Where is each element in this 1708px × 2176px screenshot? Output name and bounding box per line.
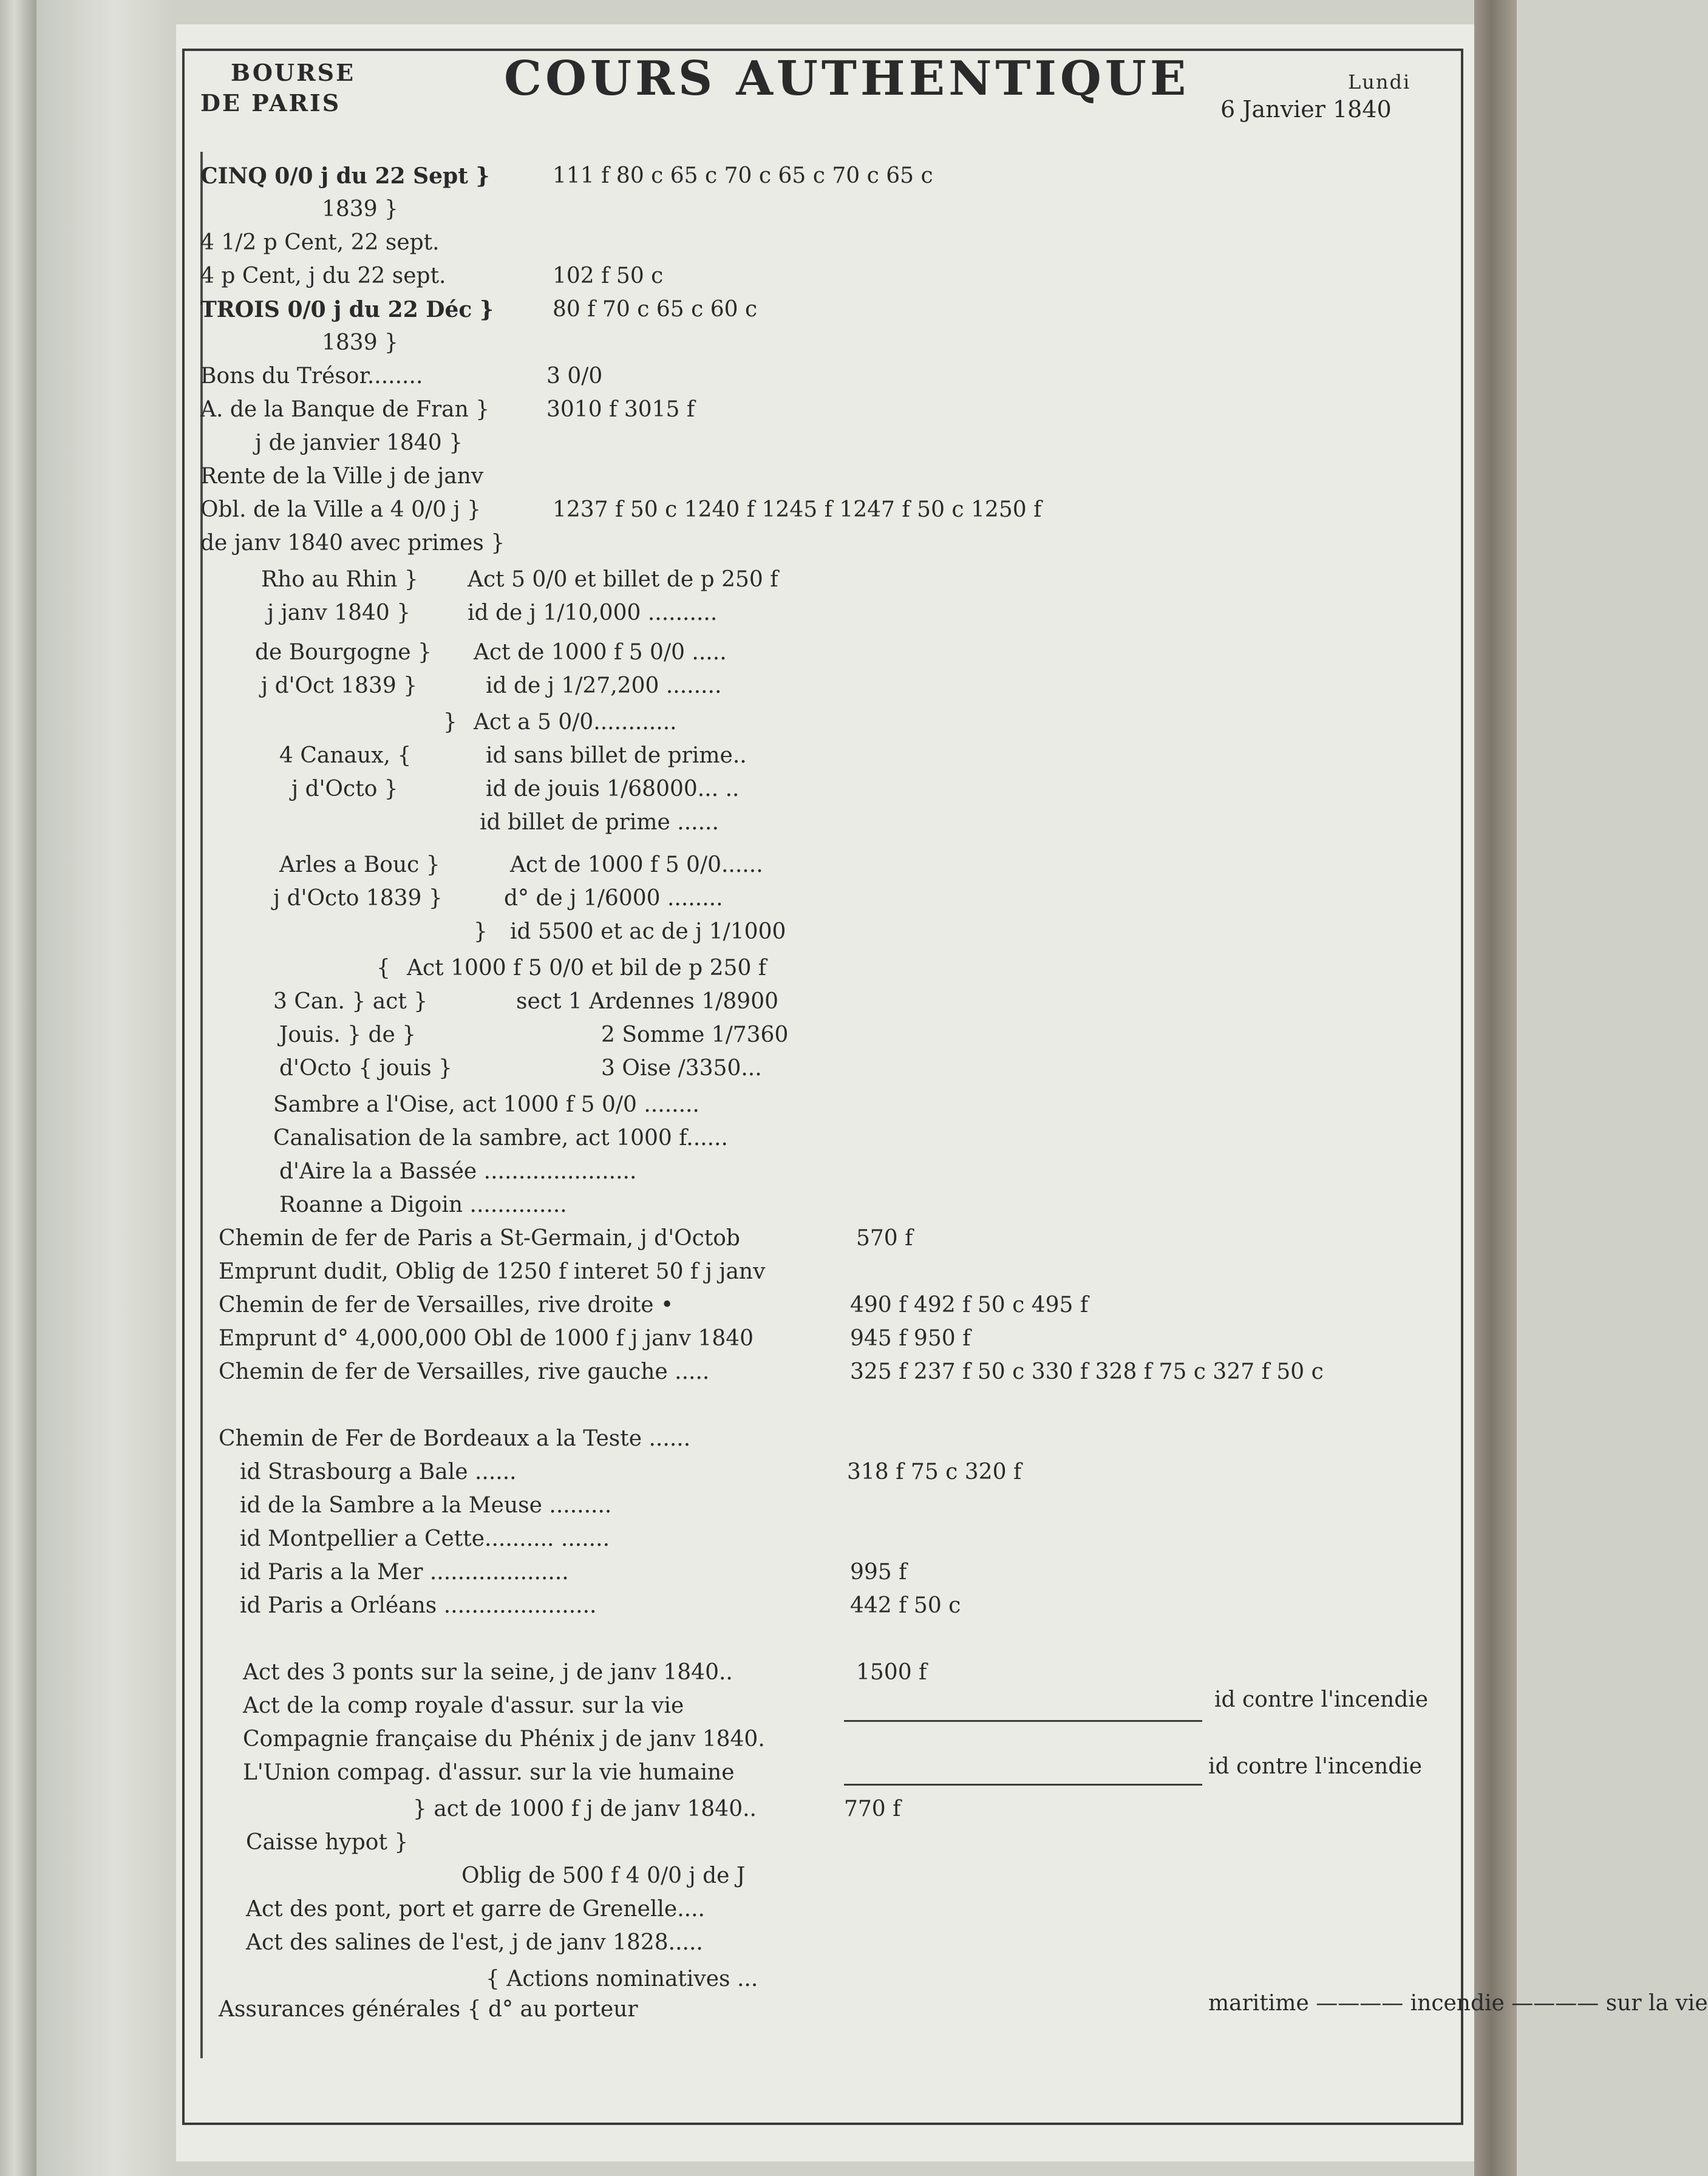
row-label-cinq-1: CINQ 0/0 j du 22 Sept }: [200, 163, 490, 189]
row-values-can3-a: Act 1000 f 5 0/0 et bil de p 250 f: [407, 956, 767, 981]
row-label-roanne: Roanne a Digoin ..............: [279, 1192, 567, 1217]
row-label-caisse-2: Caisse hypot }: [246, 1830, 409, 1855]
header-de-paris: DE PARIS: [200, 89, 341, 117]
row-label-banque-2: j de janvier 1840 }: [255, 430, 463, 455]
row-label-comp-royale: Act de la comp royale d'assur. sur la vie: [243, 1693, 684, 1718]
row-label-oblig-ville-1: Obl. de la Ville a 4 0/0 j }: [200, 497, 481, 522]
row-values-arles-1: Act de 1000 f 5 0/0......: [510, 852, 763, 877]
row-label-cinq-2: 1839 }: [322, 197, 398, 222]
row-label-arles-2: j d'Octo 1839 }: [273, 886, 443, 911]
book-left-edge: [0, 0, 36, 2176]
row-label-cf-paris-mer: id Paris a la Mer ....................: [240, 1560, 569, 1585]
row-label-emprunt-dudit: Emprunt dudit, Oblig de 1250 f interet 50 f j janv: [219, 1259, 766, 1284]
book-right-edge: [1474, 0, 1517, 2176]
row-label-sambre-oise: Sambre a l'Oise, act 1000 f 5 0/0 ........: [273, 1092, 699, 1117]
page-border: [182, 49, 1463, 2125]
row-values-cf-st-germain: 570 f: [856, 1226, 913, 1251]
row-values-can3-b: sect 1 Ardennes 1/8900: [516, 989, 778, 1014]
row-values-cf-strasbourg: 318 f 75 c 320 f: [847, 1460, 1022, 1484]
row-values-arles-3: id 5500 et ac de j 1/1000: [510, 919, 786, 944]
row-label-ponts-seine: Act des 3 ponts sur la seine, j de janv 1840..: [243, 1660, 733, 1685]
row-values-emprunt-versailles: 945 f 950 f: [850, 1326, 971, 1351]
row-label-rhin-2: j janv 1840 }: [267, 600, 411, 625]
row-values-cf-paris-orleans: 442 f 50 c: [850, 1593, 961, 1618]
row-label-quatre: 4 p Cent, j du 22 sept.: [200, 264, 446, 288]
row-label-trois-1: TROIS 0/0 j du 22 Déc }: [200, 297, 494, 322]
row-label-rhin-1: Rho au Rhin }: [261, 567, 418, 592]
row-label-salines-est: Act des salines de l'est, j de janv 1828.....: [246, 1930, 703, 1955]
row-values-cf-paris-mer: 995 f: [850, 1560, 907, 1585]
row-values-canaux-c: id de jouis 1/68000... ..: [486, 777, 740, 801]
row-label-union: L'Union compag. d'assur. sur la vie humaine: [243, 1760, 735, 1785]
row-label-quatre-demi: 4 1/2 p Cent, 22 sept.: [200, 230, 440, 255]
row-values-canaux-b: id sans billet de prime..: [486, 743, 747, 768]
row-label-bons: Bons du Trésor........: [200, 364, 423, 389]
row-values-canaux-d: id billet de prime ......: [480, 810, 719, 835]
row-values-arles-2: d° de j 1/6000 ........: [504, 886, 723, 911]
book-gutter: [36, 0, 176, 2176]
blank-rule: [844, 1784, 1202, 1786]
row-values-oblig-ville-1: 1237 f 50 c 1240 f 1245 f 1247 f 50 c 1250 f: [553, 497, 1042, 522]
row-label-cf-strasbourg: id Strasbourg a Bale ......: [240, 1460, 517, 1484]
row-label-arles-1: Arles a Bouc }: [279, 852, 440, 877]
row-values-banque-1: 3010 f 3015 f: [546, 397, 695, 422]
row-label-oblig-ville-2: de janv 1840 avec primes }: [200, 531, 505, 556]
row-values-canaux-a: Act a 5 0/0............: [474, 710, 677, 735]
row-right-union: id contre l'incendie: [1208, 1754, 1423, 1779]
row-right-comp-royale: id contre l'incendie: [1214, 1687, 1429, 1712]
row-label-cf-versailles-gauche: Chemin de fer de Versailles, rive gauche .....: [219, 1359, 710, 1384]
row-label-emprunt-versailles: Emprunt d° 4,000,000 Obl de 1000 f j janv 1840: [219, 1326, 754, 1351]
row-label-assur-gen-2: Assurances générales { d° au porteur: [219, 1997, 638, 2022]
row-label-caisse-3: Oblig de 500 f 4 0/0 j de J: [461, 1863, 746, 1888]
row-values-bourgogne-2: id de j 1/27,200 ........: [486, 673, 722, 698]
row-label-phenix: Compagnie française du Phénix j de janv 1840.: [243, 1727, 765, 1752]
row-label-canalisation: Canalisation de la sambre, act 1000 f......: [273, 1126, 728, 1151]
row-label-can3-a: {: [376, 956, 390, 981]
row-label-rente-ville: Rente de la Ville j de janv: [200, 464, 484, 489]
header-date: 6 Janvier 1840: [1220, 96, 1392, 123]
row-label-pont-grenelle: Act des pont, port et garre de Grenelle....: [246, 1897, 705, 1922]
row-values-cinq-1: 111 f 80 c 65 c 70 c 65 c 70 c 65 c: [553, 163, 933, 188]
row-label-caisse-1: } act de 1000 f j de janv 1840..: [413, 1797, 757, 1821]
row-values-quatre: 102 f 50 c: [553, 264, 664, 288]
row-right-assur-gen-2: maritime ———— incendie ———— sur la vie: [1208, 1991, 1708, 2016]
row-label-cf-paris-orleans: id Paris a Orléans ......................: [240, 1593, 597, 1618]
row-values-trois-1: 80 f 70 c 65 c 60 c: [553, 297, 758, 322]
row-values-ponts-seine: 1500 f: [856, 1660, 927, 1685]
row-label-can3-c: Jouis. } de }: [279, 1022, 417, 1047]
row-label-cf-versailles-droite: Chemin de fer de Versailles, rive droite •: [219, 1293, 674, 1318]
page-title: COURS AUTHENTIQUE: [504, 51, 1190, 106]
row-label-cf-montpellier: id Montpellier a Cette.......... .......: [240, 1526, 610, 1551]
blank-rule: [844, 1720, 1202, 1722]
row-values-can3-c: 2 Somme 1/7360: [601, 1022, 789, 1047]
header-day: Lundi: [1348, 70, 1411, 93]
row-label-bourgogne-2: j d'Oct 1839 }: [261, 673, 418, 698]
row-values-rhin-2: id de j 1/10,000 ..........: [468, 600, 718, 625]
row-values-bons: 3 0/0: [546, 364, 603, 389]
row-label-bourgogne-1: de Bourgogne }: [255, 640, 432, 665]
row-label-cf-bordeaux: Chemin de Fer de Bordeaux a la Teste ......: [219, 1426, 691, 1451]
row-label-canaux-c: j d'Octo }: [291, 777, 398, 801]
header-bourse: BOURSE: [231, 59, 356, 86]
row-label-cf-st-germain: Chemin de fer de Paris a St-Germain, j d'Octob: [219, 1226, 740, 1251]
row-values-can3-d: 3 Oise /3350...: [601, 1056, 762, 1081]
row-label-trois-2: 1839 }: [322, 330, 398, 355]
left-margin-rule: [200, 152, 203, 2058]
row-values-cf-versailles-gauche: 325 f 237 f 50 c 330 f 328 f 75 c 327 f 50 c: [850, 1359, 1324, 1384]
row-values-cf-versailles-droite: 490 f 492 f 50 c 495 f: [850, 1293, 1089, 1318]
row-label-can3-d: d'Octo { jouis }: [279, 1056, 452, 1081]
row-label-can3-b: 3 Can. } act }: [273, 989, 428, 1014]
row-values-caisse-1: 770 f: [844, 1797, 901, 1821]
row-label-cf-sambre-meuse: id de la Sambre a la Meuse .........: [240, 1493, 612, 1518]
row-label-canaux-b: 4 Canaux, {: [279, 743, 412, 768]
row-values-rhin-1: Act 5 0/0 et billet de p 250 f: [468, 567, 778, 592]
row-values-bourgogne-1: Act de 1000 f 5 0/0 .....: [474, 640, 727, 665]
row-label-banque-1: A. de la Banque de Fran }: [200, 397, 490, 422]
row-label-canaux-a: }: [443, 710, 457, 735]
row-label-arles-3: }: [474, 919, 488, 944]
row-label-assur-gen-1: { Actions nominatives ...: [486, 1967, 758, 1991]
row-label-aire: d'Aire la a Bassée ......................: [279, 1159, 637, 1184]
